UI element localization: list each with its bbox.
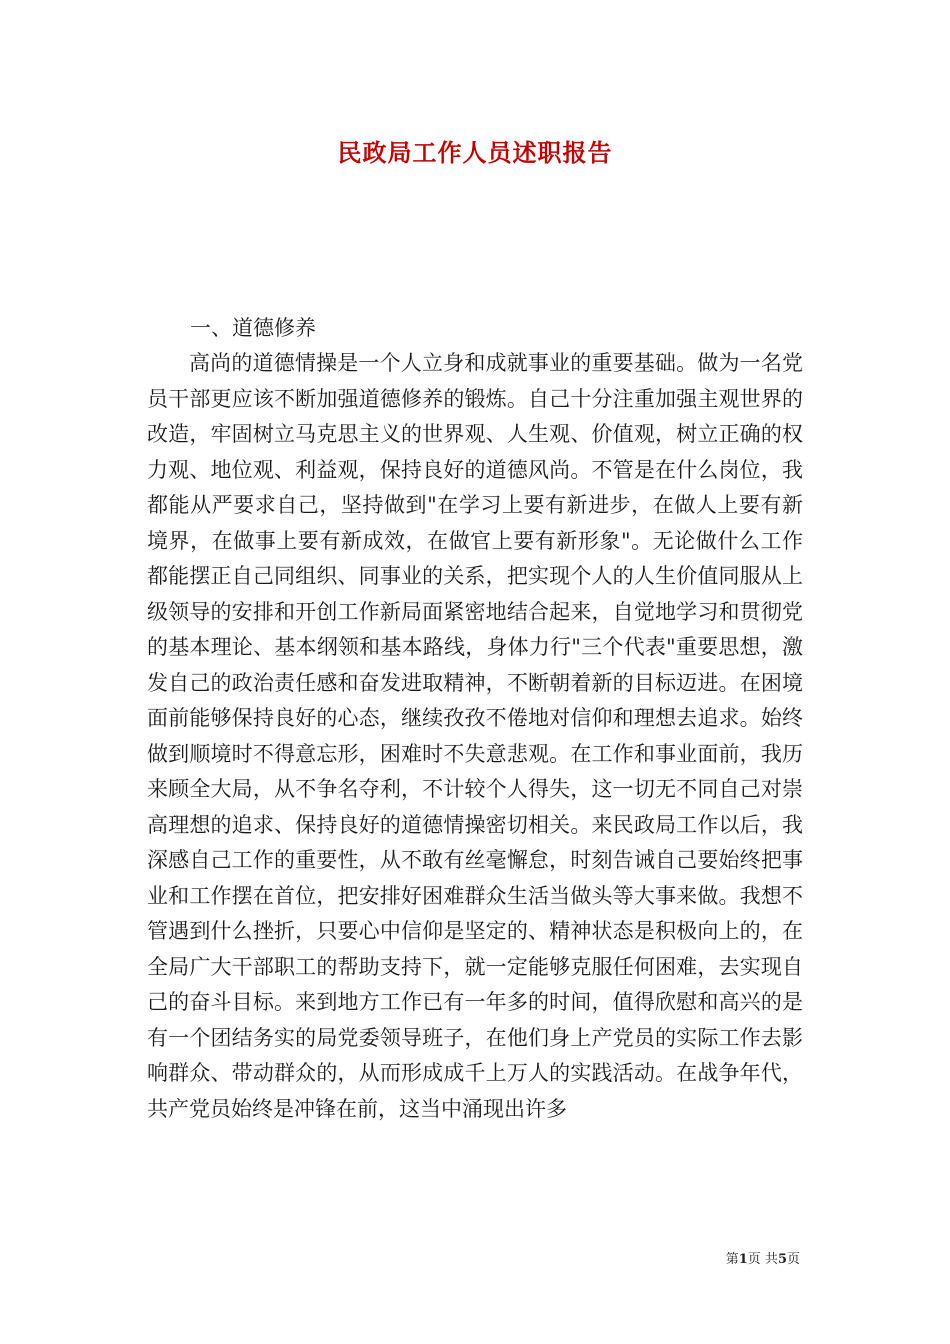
footer-middle: 页 共 (747, 1252, 778, 1267)
document-title: 民政局工作人员述职报告 (337, 138, 613, 167)
section-heading: 一、道德修养 (190, 316, 316, 340)
footer-current-page: 1 (738, 1252, 748, 1267)
footer-total-pages: 5 (777, 1252, 787, 1267)
body-paragraph: 高尚的道德情操是一个人立身和成就事业的重要基础。做为一名党员干部更应该不断加强道德修养的锻炼。自己十分注重加强主观世界的改造，牢固树立马克思主义的世界观、人生观、价值观，树立正确的权力观、地位观、利益观，保持良好的道德风尚。不管是在什么岗位，我都能从严要求自己，坚持做到"在学习上要有新进步，在做人上要有新境界，在做事上要有新成效，在做官上要有新形象"。无论做什么工作都能摆正自己同组织、同事业的关系，把实现个人的人生价值同服从上级领导的安排和开创工作新局面紧密地结合起来，自觉地学习和贯彻党的基本理论、基本纲领和基本路线，身体力行"三个代表"重要思想，激发自己的政治责任感和奋发进取精神，不断朝着新的目标迈进。在困境面前能够保持良好的心态，继续孜孜不倦地对信仰和理想去追求。始终做到顺境时不得意忘形，困难时不失意悲观。在工作和事业面前，我历来顾全大局，从不争名夺利，不计较个人得失，这一切无不同自己对崇高理想的追求、保持良好的道德情操密切相关。来民政局工作以后，我深感自己工作的重要性，从不敢有丝毫懈怠，时刻告诫自己要始终把事业和工作摆在首位，把安排好困难群众生活当做头等大事来做。我想不管遇到什么挫折，只要心中信仰是坚定的、精神状态是积极向上的，在全局广大干部职工的帮助支持下，就一定能够克服任何困难，去实现自己的奋斗目标。来到地方工作已有一年多的时间，值得欣慰和高兴的是有一个团结务实的局党委领导班子，在他们身上产党员的实际工作去影响群众、带动群众的，从而形成成千上万人的实践活动。在战争年代，共产党员始终是冲锋在前，这当中涌现出许多 (147, 351, 803, 1121)
footer-suffix: 页 (786, 1252, 800, 1267)
footer-prefix: 第 (725, 1252, 739, 1267)
page-number-footer (726, 1248, 800, 1267)
